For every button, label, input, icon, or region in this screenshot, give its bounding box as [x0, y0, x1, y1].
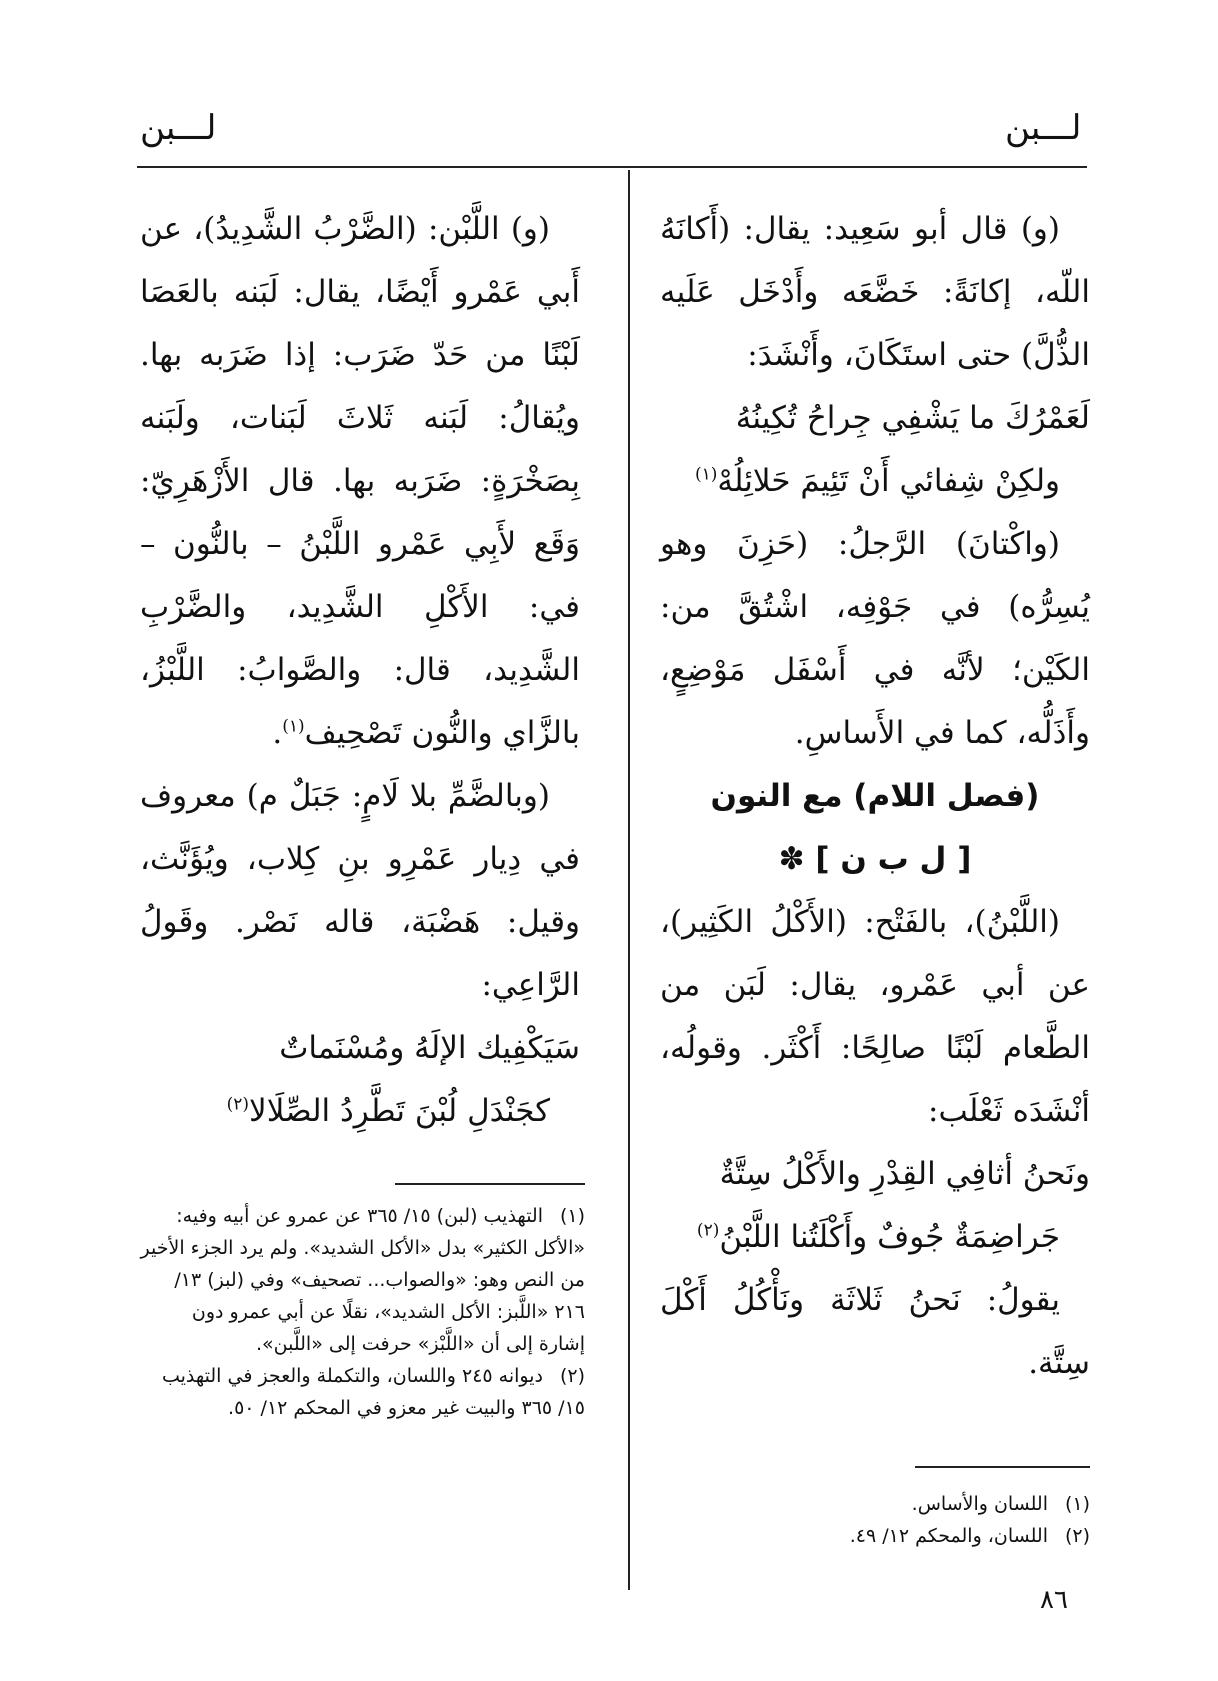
right-paragraph-2: (واكْتانَ) الرَّجلُ: (حَزِنَ وهو يُسِرُّه) في جَوْفِه، اشْتُقَّ من: الكَيْن؛ لأنَّه في أَسْفَل مَوْضِعٍ، وأَذَلُّه، كما في الأَساسِ. [660, 526, 1090, 751]
page-number: ٨٦ [1040, 1585, 1068, 1615]
footnote-text: اللسان والأساس. [911, 1493, 1048, 1515]
right-paragraph-3: (اللَّبْنُ)، بالفَتْح: (الأَكْلُ الكَثِير)، عن أبي عَمْرو، يقال: لَبَن من الطَّعام لَبْنًا صالِحًا: أَكْثَر. وقولُه، أنْشَدَه ثَعْلَب: [660, 904, 1090, 1129]
right-verse-1-first-hemistich: لَعَمْرُكَ ما يَشْفِي جِراحُ تُكِينُهُ [735, 400, 1090, 436]
footnotes-right [660, 1488, 1090, 1552]
left-column [140, 198, 580, 1143]
right-column [660, 198, 1090, 1395]
left-paragraph-1-end: . [272, 715, 283, 751]
right-paragraph-1: (و) قال أبو سَعِيد: يقال: (أَكانَهُ اللّه، إكانَةً: خَضَّعَه وأَدْخَل عَلَيه الذُّلَّ) حتى استَكَانَ، وأَنْشَدَ: [660, 211, 1090, 373]
left-verse-second-text: كجَنْدَلِ لُبْنَ تَطَّرِدُ الصِّلَالا [249, 1093, 550, 1129]
footnote-left-2 [140, 1360, 585, 1424]
footnote-text: اللسان، والمحكم ١٢/ ٤٩. [849, 1525, 1048, 1547]
footnote-number: (١) [559, 1205, 585, 1227]
section-heading: (فصل اللام) مع النون [710, 778, 1040, 814]
right-verse-2-first-hemistich: ونَحنُ أثافِي القِدْرِ والأَكْلُ سِتَّةٌ [719, 1156, 1090, 1192]
header-rule [137, 166, 1087, 168]
footnote-text: ديوانه ٢٤٥ واللسان، والتكملة والعجز في التهذيب ١٥/ ٣٦٥ والبيت غير معزو في المحكم ١٢/ ٥٠. [161, 1365, 585, 1419]
footnote-right-1 [660, 1488, 1090, 1520]
footnote-ref-1: (١) [282, 716, 305, 737]
left-paragraph-1 [140, 198, 580, 765]
footnotes-left [140, 1200, 585, 1424]
footnote-right-2 [660, 1520, 1090, 1552]
footnote-number: (٢) [559, 1365, 585, 1387]
left-paragraph-1-text: (و) اللَّبْن: (الضَّرْبُ الشَّدِيدُ)، عن أَبي عَمْرو أَيْضًا، يقال: لَبَنه بالعَصَا لَبْنًا من حَدّ ضَرَب: إذا ضَرَبه بها. ويُقالُ: لَبَنه ثَلاثَ لَبَنات، ولَبَنه بِصَخْرَةٍ: ضَرَبه بها. قال الأَزْهَرِيّ: وَقَع لأَبِي عَمْرو اللَّبْنُ – بالنُّون – في: الأَكْلِ الشَّدِيد، والضَّرْبِ الشَّدِيد، قال: والصَّوابُ: اللَّبْزُ، بالزَّاي والنُّون تَصْحِيف [140, 211, 580, 751]
footnote-text: التهذيب (لبن) ١٥/ ٣٦٥ عن عمرو عن أبيه وفيه: «الأكل الكثير» بدل «الأكل الشديد». ولم يرد الجزء الأخير من النص وهو: «والصواب... تصحيف» وفي (لبز) ١٣/ ٢١٦ «اللَّبز: الأكل الشديد»، نقلًا عن أبي عمرو دون إشارة إلى أن «اللَّبْز» حرفت إلى «اللَّبن». [140, 1205, 585, 1355]
footnote-rule-right [915, 1466, 1090, 1468]
left-verse-second-hemistich [140, 1080, 580, 1143]
left-verse-first-hemistich: سَيَكْفِيك الإلَهُ ومُسْنَماتٌ [279, 1030, 580, 1066]
footnote-rule-left [395, 1183, 585, 1185]
right-paragraph-4: يقولُ: نَحنُ ثَلاثَة ونَأْكُلُ أَكْلَ سِتَّة. [660, 1282, 1090, 1381]
footnote-number: (٢) [1064, 1525, 1090, 1547]
running-header-left: لـــبن [140, 108, 217, 148]
footnote-ref-1: (١) [694, 464, 718, 485]
running-header-right: لـــبن [1005, 108, 1082, 148]
right-verse-1-second-hemistich [660, 450, 1090, 513]
root-heading: [ ل ب ن ] ✽ [778, 841, 972, 877]
right-verse-1-second-text: ولكِنْ شِفائي أَنْ تَئِيمَ حَلائِلُهْ [717, 463, 1060, 499]
right-verse-2-second-hemistich [660, 1206, 1090, 1269]
column-divider [628, 170, 630, 1590]
left-paragraph-2: (وبالضَّمِّ بلا لَامٍ: جَبَلٌ م) معروف في دِيار عَمْرِو بنِ كِلاب، ويُؤَنَّث، وقيل: هَضْبَة، قاله نَصْر. وقَولُ الرَّاعِي: [140, 778, 580, 1003]
right-verse-2-second-text: جَراضِمَةٌ جُوفٌ وأَكْلَتُنا اللَّبْنُ [719, 1219, 1060, 1255]
footnote-number: (١) [1064, 1493, 1090, 1515]
footnote-left-1 [140, 1200, 585, 1360]
footnote-ref-2: (٢) [226, 1094, 250, 1115]
footnote-ref-2: (٢) [696, 1220, 720, 1241]
